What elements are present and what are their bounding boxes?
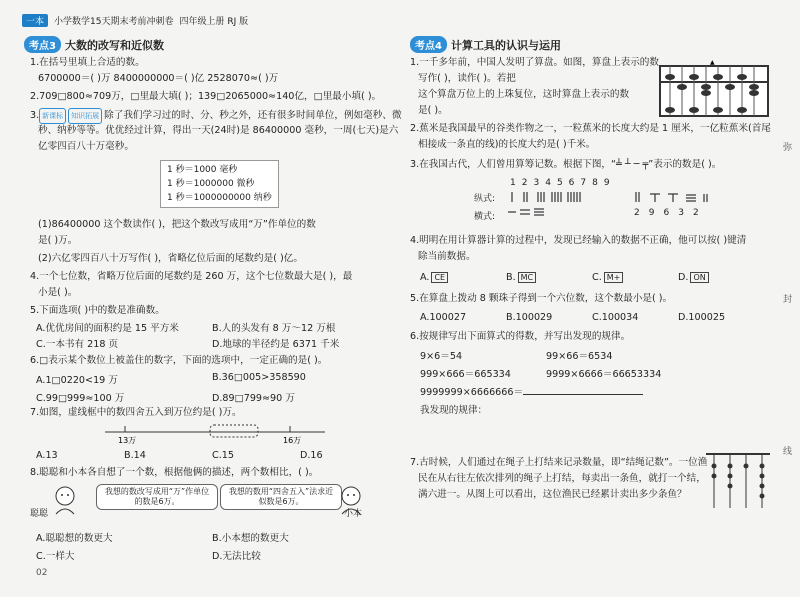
name-xiaoben: 小本 [344,509,363,519]
section-title-text: 大数的改写和近似数 [64,38,164,52]
equation-2: 99×66＝6534 [546,351,613,362]
page-number: 02 [36,568,48,578]
margin-char-1: 弥 [782,143,792,153]
left-q1-stem: 1.在括号里填上合适的数。 [30,57,145,68]
margin-char-3: 线 [782,447,792,457]
q3-text1: 除了我们学习过的时、分、秒之外，还有很多时间单位，例如毫秒、微 [104,110,402,121]
eq5-text: 9999999×6666666＝ [420,387,524,398]
opt-letter: D. [678,272,689,283]
right-section-title [410,36,561,53]
right-q1-line3: 这个算盘万位上的上珠复位，这时算盘上表示的数 [418,89,630,100]
right-q4-line1: 4.明明在用计算器计算的过程中，发现已经输入的数据不正确，他可以按( )键清 [410,235,747,246]
left-q4-line1: 4.一个七位数，省略万位后面的尾数约是 260 万，这个七位数最大是( )，最 [30,271,353,282]
q5-option-a: A.优优房间的面积约是 15 平方米 [36,323,179,334]
left-q6-stem: 6.□表示某个数位上被盖住的数字，下面的选项中，一定正确的是( )。 [30,355,328,366]
section-pill: 考点4 [410,36,447,53]
q6-option-d: D.89□799≈90 万 [212,393,295,404]
left-q4-line2: 小是( )。 [38,287,78,298]
right-q7-line1: 7.古时候，人们通过在绳子上打结来记录数量，即“结绳记数”。一位渔 [410,457,708,468]
q7-option-a: A.13 [36,450,58,461]
opt-letter: B. [506,272,516,283]
digit: 6 [663,208,679,218]
q5r-option-c: C.100034 [592,312,639,323]
q6-option-c: C.99□999≈100 万 [36,393,125,404]
opt-letter: C. [592,272,602,283]
q7-option-d: D.16 [300,450,323,461]
left-q1-blanks: 6700000＝( )万 8400000000＝( )亿 2528070≈( )万 [38,73,279,84]
q4-option-c [592,272,623,283]
left-q3-sub2: (2)六亿零四百八十万写作( )，省略亿位后面的尾数约是( )亿。 [38,253,303,264]
left-q7-stem: 7.如图，虚线框中的数四舍五入到万位约是( )万。 [30,407,242,418]
digit: 5 [556,178,569,188]
name-congcong: 聪聪 [30,509,49,519]
equation-3: 999×666＝665334 [420,369,511,380]
equation-4: 9999×6666＝66653334 [546,369,662,380]
boy-congcong-icon [50,484,80,516]
digit: 4 [545,178,557,188]
section-pill: 考点3 [24,36,61,53]
digit: 7 [580,178,593,188]
rod-digit-row [510,176,616,190]
digit: 1 [510,178,522,188]
digit: 3 [533,178,546,188]
left-q2: 2.709□800≈709万，□里最大填( )；139□2065000≈140亿，□里最小填( )。 [30,91,382,102]
q7-option-b: B.14 [124,450,146,461]
digit: 3 [678,208,693,218]
digit: 9 [648,208,664,218]
q8-option-d: D.无法比较 [212,551,261,562]
digit: 8 [592,178,604,188]
right-q2-line2: 相接成一条直的线)的长度大约是( )千米。 [418,139,596,150]
q5-option-c: C.一本书有 218 页 [36,339,119,350]
badge-new-standard: 新课标 [39,108,66,124]
number-line-diagram [100,420,330,446]
rod-row-vertical-label: 纵式: [474,194,496,204]
left-q3-line3: 亿零四百八十万毫秒。 [38,141,134,152]
opt-letter: A. [420,272,430,283]
left-q8-stem: 8.聪聪和小本各自想了一个数，根据他俩的描述，两个数相比，( )。 [30,467,319,478]
right-q5-stem: 5.在算盘上拨动 8 颗珠子得到一个六位数，这个数最小是( )。 [410,293,673,304]
unit-line: 1 秒＝1000000 微秒 [167,179,255,189]
q7-option-c: C.15 [212,450,234,461]
margin-char-2: 封 [782,295,792,305]
number-line-right-label: 16万 [283,436,302,445]
on-key-icon: ON [690,272,708,283]
q8-option-c: C.一样大 [36,551,75,562]
right-q7-line2: 民在从右往左依次排列的绳子上打结，每卖出一条鱼，就打一个结， [418,473,706,484]
header-grade: 四年级上册 RJ 版 [179,17,249,27]
right-q1-line4: 是( )。 [418,105,448,116]
right-q4-line2: 除当前数据。 [418,251,476,262]
finding-label: 我发现的规律： [420,405,488,416]
q4-option-a [420,272,448,283]
q8-option-a: A.聪聪想的数更大 [36,533,113,544]
equation-5 [420,384,643,398]
left-q5-stem: 5.下面选项( )中的数是准确数。 [30,305,165,316]
q6-option-b: B.36□005>358590 [212,372,306,383]
q4-option-d [678,272,709,283]
number-line-left-label: 13万 [118,436,137,445]
right-q1-line1: 1.一千多年前，中国人发明了算盘。如图，算盘上表示的数 [410,57,659,68]
mc-key-icon: MC [518,272,537,283]
digit: 2 [634,208,649,218]
abacus-icon [658,60,770,120]
mplus-key-icon: M+ [604,272,624,283]
right-q7-line3: 满六进一。从图上可以看出，这位渔民已经累计卖出多少条鱼？ [418,489,687,500]
q5-option-b: B.人的头发有 8 万～12 万根 [212,323,336,334]
left-q3-line2: 秒、纳秒等等。优优经过计算，得出一天(24时)是 86400000 毫秒，一周(七天)是六 [38,125,399,136]
q5-option-d: D.地球的半径约是 6371 千米 [212,339,340,350]
badge-knowledge: 知识拓展 [68,108,102,124]
left-q3-line1: 3. 新课标 知识拓展 除了我们学习过的时、分、秒之外，还有很多时间单位，例如毫秒、微 [30,108,402,124]
speech-bubble-congcong: 我想的数改写成用“万”作单位的数是6万。 [96,484,218,510]
q5r-option-b: B.100029 [506,312,553,323]
digit: 6 [568,178,581,188]
equation-1: 9×6＝54 [420,351,463,362]
answer-line [523,394,643,395]
digit: 2 [521,178,534,188]
right-q1-line2: 写作( )，读作( )。若把 [418,73,516,84]
svg-text:▲: ▲ [710,60,715,66]
header-tag: 一本 [22,14,48,27]
speech-bubble-xiaoben: 我想的数用“四舍五入”法求近似数是6万。 [220,484,342,510]
right-q6-stem: 6.按规律写出下面算式的得数，并写出发现的规律。 [410,331,631,342]
digit: 9 [603,178,616,188]
q5r-option-d: D.100025 [678,312,726,323]
ce-key-icon: CE [431,272,448,283]
time-units-box [160,160,279,208]
section-title-text: 计算工具的认识与运用 [450,38,561,52]
unit-line: 1 秒＝1000 毫秒 [167,165,238,175]
right-q3-stem: 3.在我国古代，人们曾用算筹记数。根据下图，“╧ ┴ ─ ╤”表示的数是( )。 [410,159,722,170]
unit-line: 1 秒＝1000000000 纳秒 [167,193,272,203]
q4-option-b [506,272,536,283]
left-q3-sub1b: 是( )万。 [38,235,78,246]
q6-option-a: A.1□0220<19 万 [36,375,118,386]
page-header [22,14,248,27]
q8-option-b: B.小本想的数更大 [212,533,289,544]
left-q3-sub1a: (1)86400000 这个数读作( )，把这个数改写成用“万”作单位的数 [38,219,316,230]
q5r-option-a: A.100027 [420,312,467,323]
header-title: 小学数学15天期末考前冲刺卷 [54,17,174,27]
knotted-ropes-diagram [704,450,772,512]
left-section-title [24,36,164,53]
digit: 2 [692,208,708,218]
rod-answer-digits [634,206,708,220]
rod-row-horizontal-label: 横式: [474,212,496,222]
right-q2-line1: 2.蕉米是我国最早的谷类作物之一，一粒蕉米的长度大约是 1 厘米，一亿粒蕉米(首尾 [410,123,771,134]
